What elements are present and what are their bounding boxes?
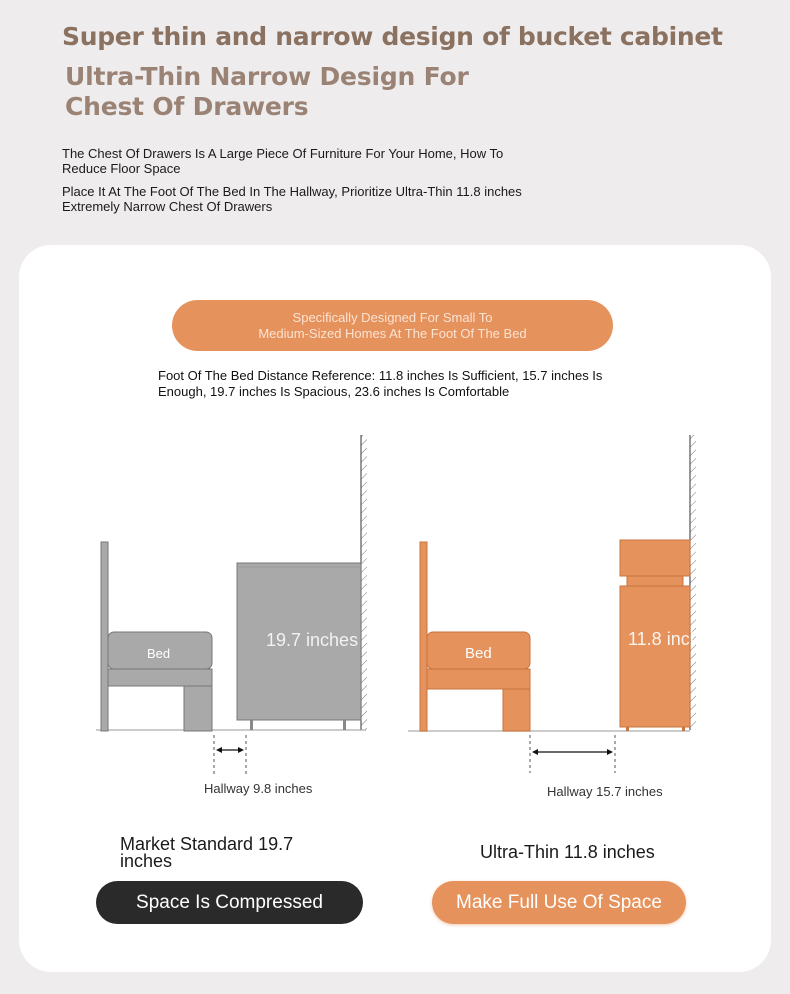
right-hall-arrow-head-left — [532, 749, 538, 755]
left-diagram — [96, 435, 367, 775]
right-cabinet-foot-1 — [626, 727, 629, 731]
left-bed-leg — [184, 686, 212, 731]
space-compressed-button[interactable]: Space Is Compressed — [96, 881, 363, 924]
pill-line-2: Medium-Sized Homes At The Foot Of The Bed — [258, 325, 527, 341]
right-cabinet-label: 11.8 inches — [628, 629, 719, 649]
right-diagram — [408, 435, 719, 773]
right-cabinet-top — [620, 540, 690, 576]
right-bed-frame — [427, 669, 530, 689]
right-bed-leg — [503, 689, 530, 731]
left-caption — [120, 836, 293, 870]
right-bed-headboard — [420, 542, 427, 731]
left-bed-label: Bed — [147, 646, 171, 661]
subtitle-line-2: Chest Of Drawers — [65, 92, 309, 121]
pill-line-1: Specifically Designed For Small To — [292, 309, 493, 325]
right-cabinet-neck — [627, 576, 683, 586]
left-caption-line-2: inches — [120, 851, 173, 871]
intro-text-1: The Chest Of Drawers Is A Large Piece Of Furniture For Your Home, How To Reduce Floor Space — [62, 146, 504, 176]
full-use-space-button[interactable]: Make Full Use Of Space — [432, 881, 686, 924]
distance-reference: Foot Of The Bed Distance Reference: 11.8 inches Is Sufficient, 15.7 inches Is Enough, 19.7 inches Is Spacious, 23.6 inches Is Comfortable — [158, 368, 603, 399]
right-cabinet-body — [620, 586, 690, 727]
left-cabinet-foot-1 — [250, 720, 253, 730]
right-cabinet-foot-2 — [682, 727, 685, 731]
intro-text-2: Place It At The Foot Of The Bed In The Hallway, Prioritize Ultra-Thin 11.8 inches Extremely Narrow Chest Of Drawers — [62, 184, 522, 214]
left-caption-line-1: Market Standard 19.7 — [120, 834, 294, 854]
left-cabinet-label: 19.7 inches — [266, 630, 359, 650]
right-caption: Ultra-Thin 11.8 inches — [480, 842, 655, 862]
left-bed-frame — [108, 669, 212, 686]
left-cabinet-foot-2 — [343, 720, 346, 730]
left-hall-arrow-head-right — [238, 747, 244, 753]
page-title: Super thin and narrow design of bucket cabinet — [62, 22, 723, 51]
right-hallway-label: Hallway 15.7 inches — [547, 784, 663, 799]
left-hall-arrow-head-left — [216, 747, 222, 753]
left-hallway-label: Hallway 9.8 inches — [204, 781, 313, 796]
right-wall — [690, 435, 696, 730]
right-bed-label: Bed — [465, 645, 492, 662]
subtitle-line-1: Ultra-Thin Narrow Design For — [65, 62, 469, 91]
right-hall-arrow-head-right — [607, 749, 613, 755]
left-wall — [361, 435, 367, 730]
left-bed-headboard — [101, 542, 108, 731]
